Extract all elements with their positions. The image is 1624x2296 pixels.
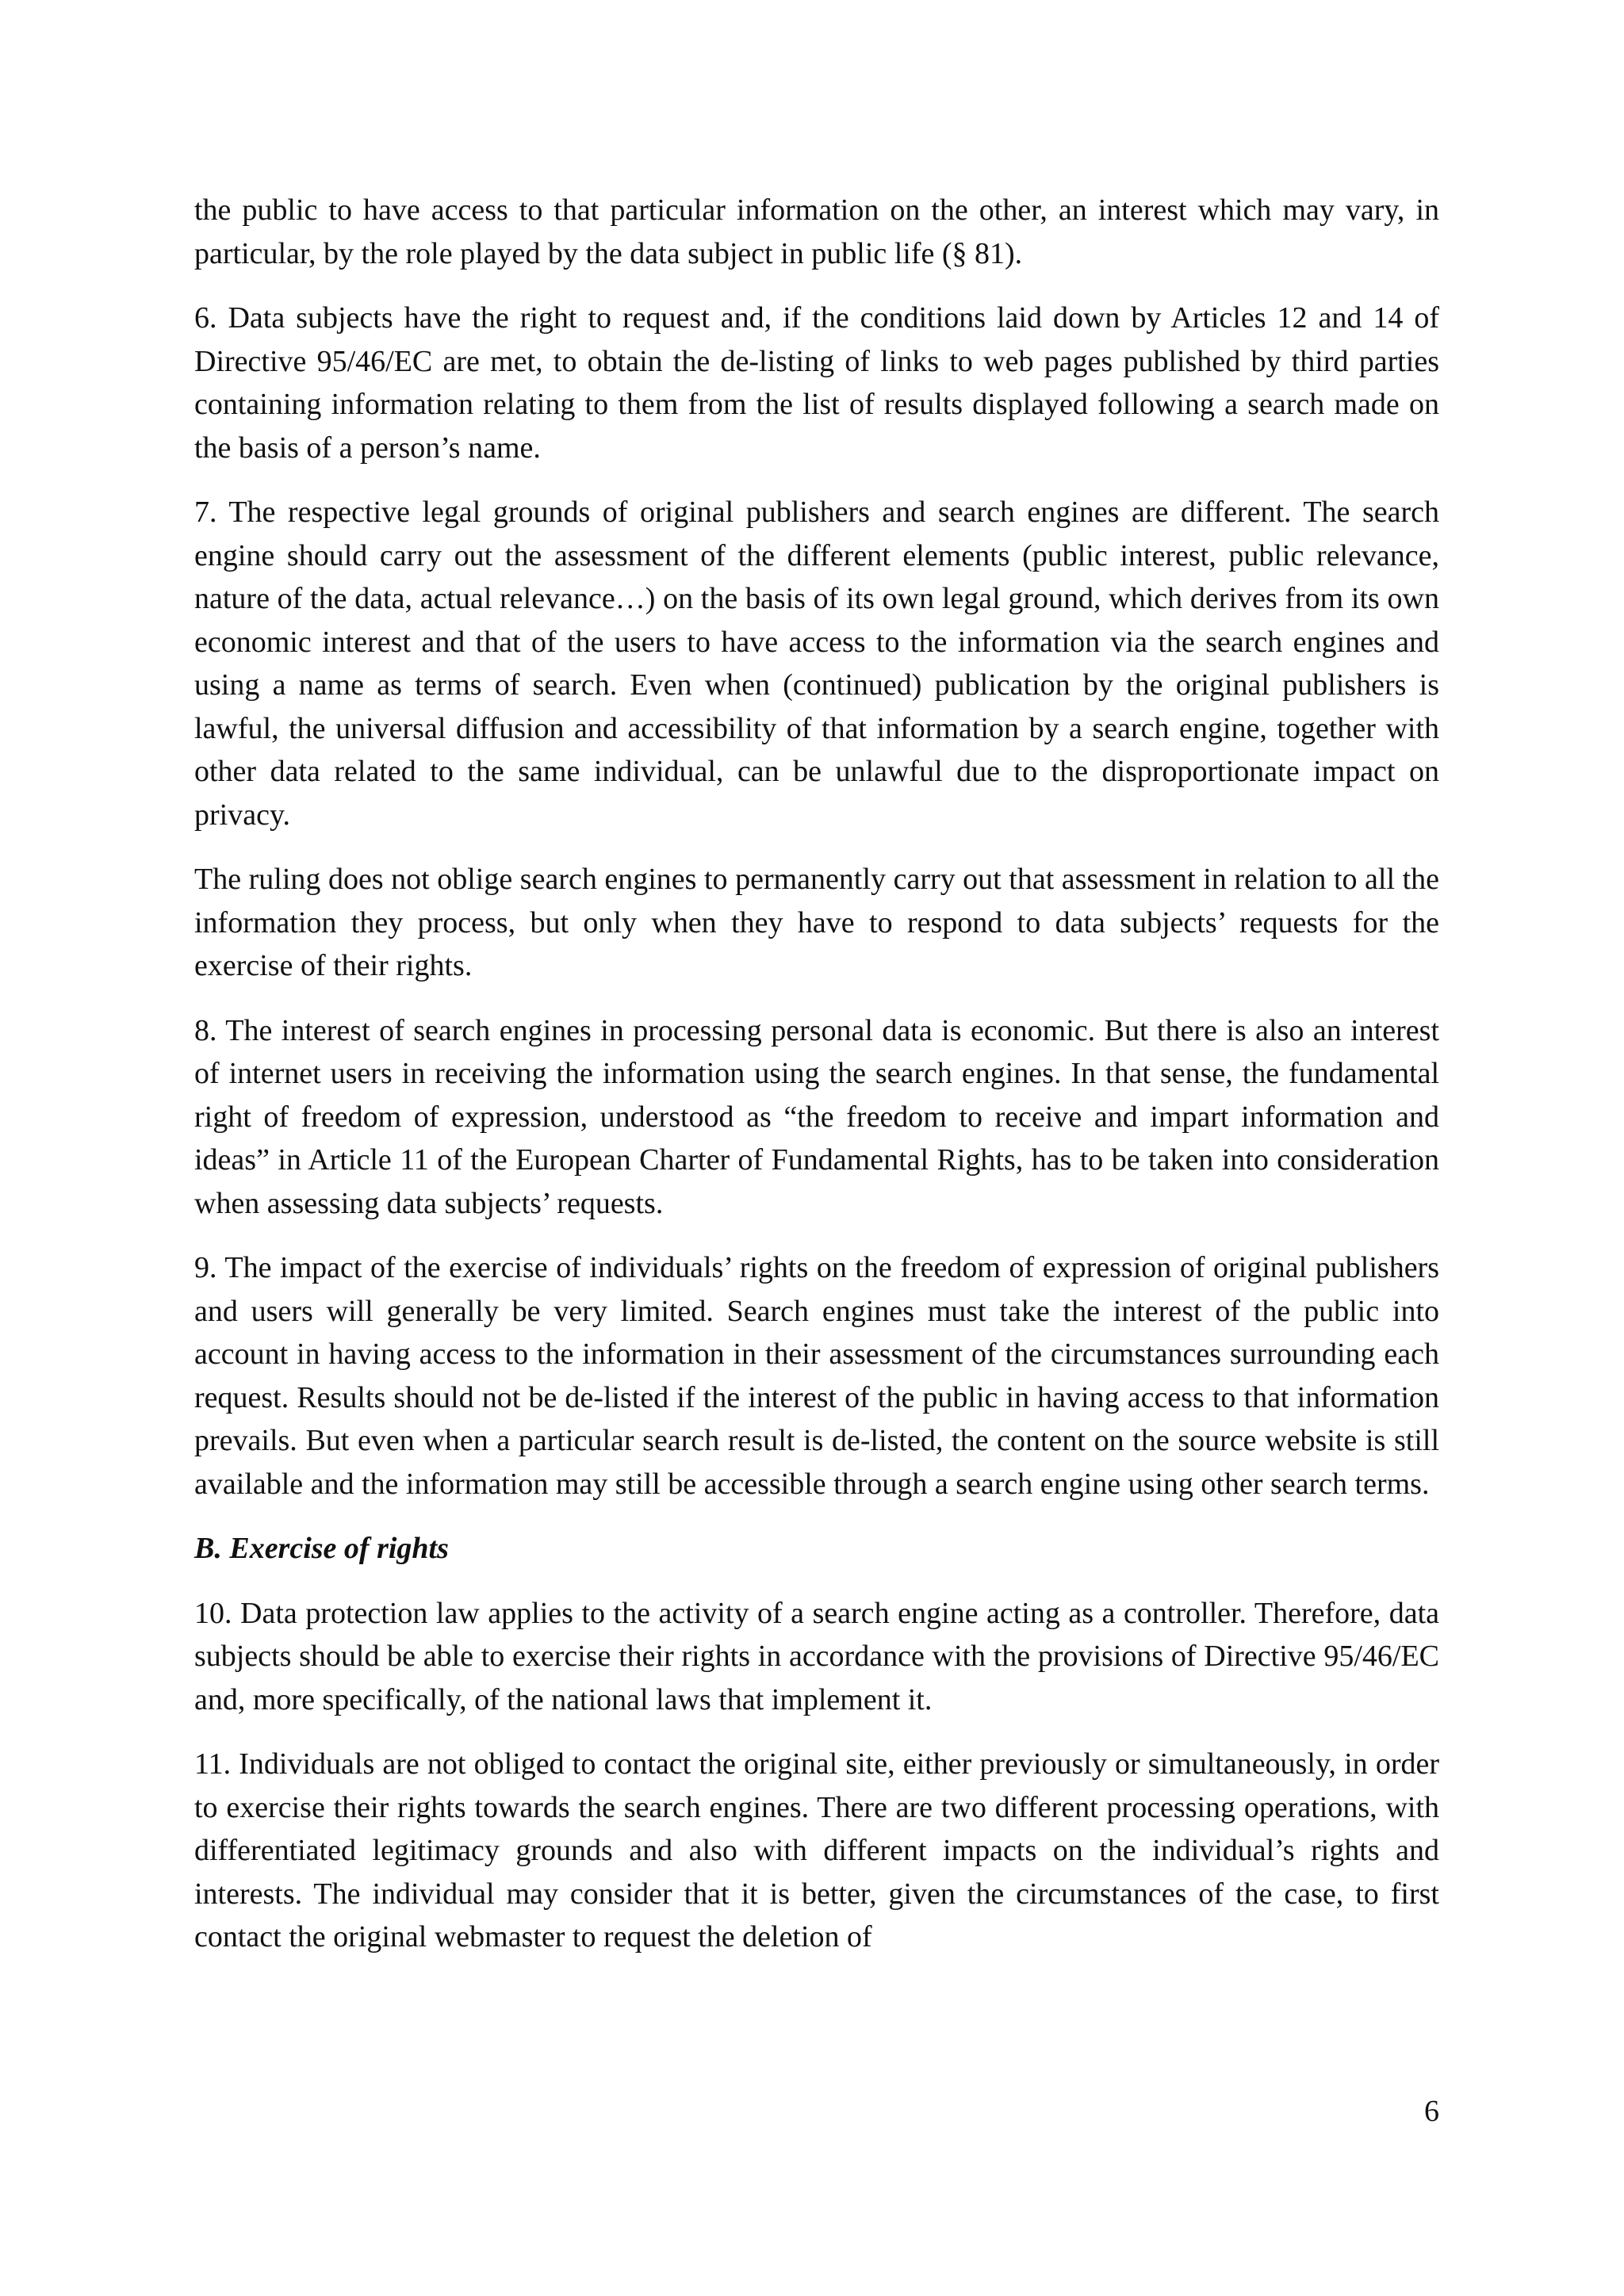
paragraph-10: 10. Data protection law applies to the activity of a search engine acting as a controller. Therefore, data subjects should be able to exercise their rights in accordance with the provisions of Directive 95/46/EC and, more specifically, of the national laws that implement it. xyxy=(194,1596,1439,1716)
paragraph-11: 11. Individuals are not obliged to contact the original site, either previously or simultaneously, in order to exercise their rights towards the search engines. There are two different processing operations, with differentiated legitimacy grounds and also with different impacts on the individual’s rights and interests. The individual may consider that it is better, given the circumstances of the case, to first contact the original webmaster to request the deletion of xyxy=(194,1747,1439,1954)
paragraph-8: 8. The interest of search engines in processing personal data is economic. But there is also an interest of internet users in receiving the information using the search engines. In that sense, the fundamental right of freedom of expression, understood as “the freedom to receive and impart information and ideas” in Article 11 of the European Charter of Fundamental Rights, has to be taken into consideration when assessing data subjects’ requests. xyxy=(194,1013,1439,1220)
paragraph-6: 6. Data subjects have the right to request and, if the conditions laid down by Articles 12 and 14 of Directive 95/46/EC are met, to obtain the de-listing of links to web pages published by third parties containing information relating to them from the list of results displayed following a search made on the basis of a person’s name. xyxy=(194,301,1439,465)
document-body xyxy=(194,189,1439,1980)
page-number: 6 xyxy=(1424,2095,1439,2128)
paragraph-ruling: The ruling does not oblige search engines to permanently carry out that assessment in relation to all the information they process, but only when they have to respond to data subjects’ requests for the exercise of their rights. xyxy=(194,863,1439,982)
paragraph-7: 7. The respective legal grounds of original publishers and search engines are different. The search engine should carry out the assessment of the different elements (public interest, public relevance, nature of the data, actual relevance…) on the basis of its own legal ground, which derives from its own economic interest and that of the users to have access to the information via the search engines and using a name as terms of search. Even when (continued) publication by the original publishers is lawful, the universal diffusion and accessibility of that information by a search engine, together with other data related to the same individual, can be unlawful due to the disproportionate impact on privacy. xyxy=(194,496,1439,832)
section-heading: B. Exercise of rights xyxy=(194,1532,449,1565)
paragraph-9: 9. The impact of the exercise of individuals’ rights on the freedom of expression of original publishers and users will generally be very limited. Search engines must take the interest of the public into account in having access to the information in their assessment of the circumstances surrounding each request. Results should not be de-listed if the interest of the public in having access to that information prevails. But even when a particular search result is de-listed, the content on the source website is still available and the information may still be accessible through a search engine using other search terms. xyxy=(194,1251,1439,1501)
paragraph-continuation: the public to have access to that particular information on the other, an interest which may vary, in particular, by the role played by the data subject in public life (§ 81). xyxy=(194,193,1439,270)
